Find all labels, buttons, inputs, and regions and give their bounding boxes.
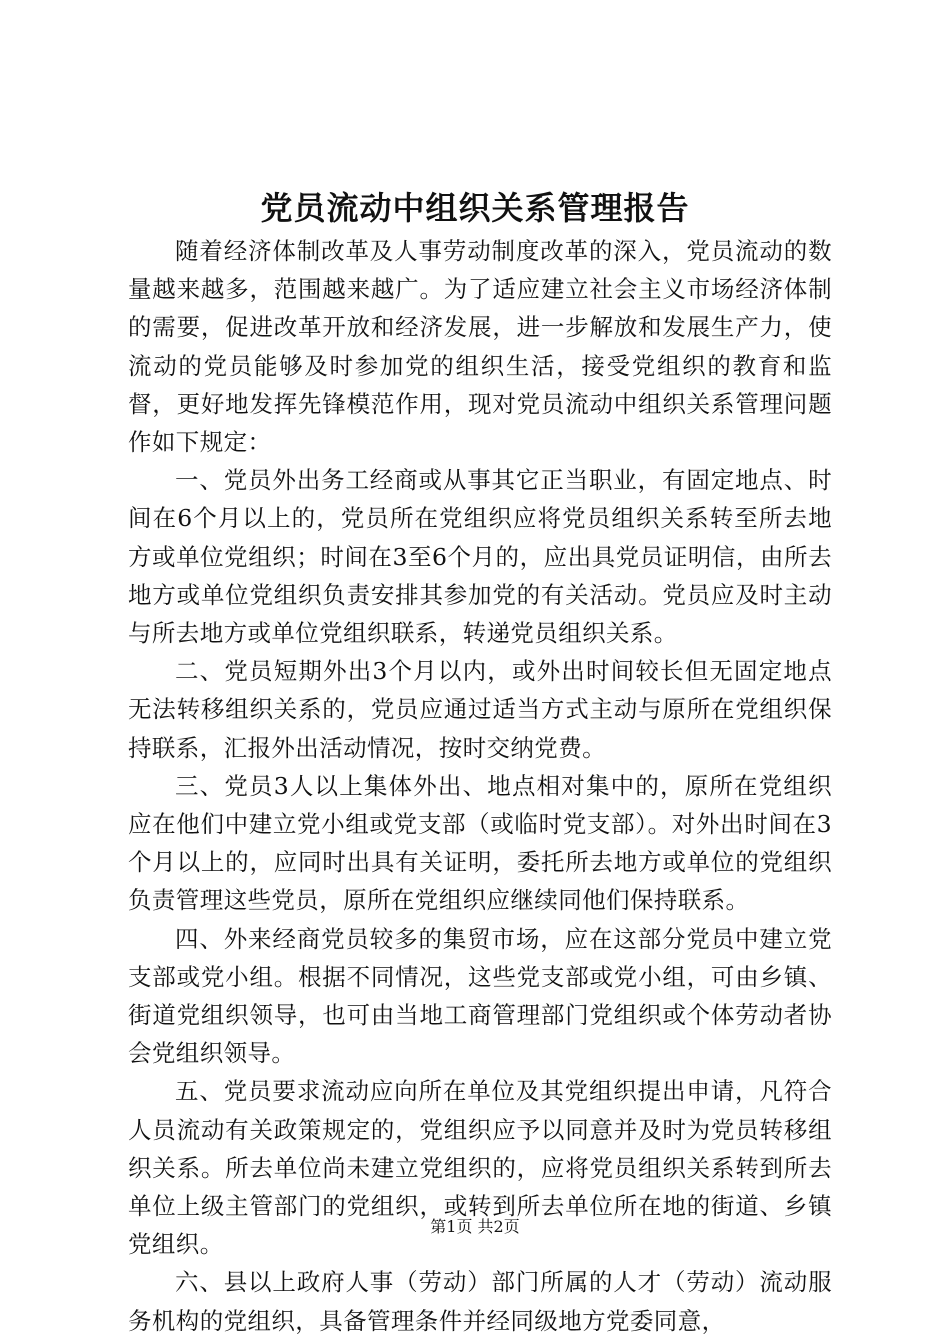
paragraph-5: 五、党员要求流动应向所在单位及其党组织提出申请，凡符合人员流动有关政策规定的，党组织应予以同意并及时为党员转移组织关系。所去单位尚未建立党组织的，应将党员组织关系转到所去单位上级主管部门的党组织，或转到所去单位所在地的街道、乡镇党组织。 — [128, 1077, 832, 1259]
page-number-footer: 第1页 共2页 — [430, 1217, 520, 1236]
document-body — [128, 232, 832, 1340]
paragraph-3: 三、党员3人以上集体外出、地点相对集中的，原所在党组织应在他们中建立党小组或党支部（或临时党支部）。对外出时间在3个月以上的，应同时出具有关证明，委托所去地方或单位的党组织负责管理这些党员，原所在党组织应继续同他们保持联系。 — [128, 771, 832, 915]
paragraph-6: 六、县以上政府人事（劳动）部门所属的人才（劳动）流动服务机构的党组织，具备管理条件并经同级地方党委同意， — [128, 1268, 832, 1335]
paragraph-1: 一、党员外出务工经商或从事其它正当职业，有固定地点、时间在6个月以上的，党员所在党组织应将党员组织关系转至所去地方或单位党组织；时间在3至6个月的，应出具党员证明信，由所去地方或单位党组织负责安排其参加党的有关活动。党员应及时主动与所去地方或单位党组织联系，转递党员组织关系。 — [128, 466, 832, 648]
paragraph-4: 四、外来经商党员较多的集贸市场，应在这部分党员中建立党支部或党小组。根据不同情况，这些党支部或党小组，可由乡镇、街道党组织领导，也可由当地工商管理部门党组织或个体劳动者协会党组织领导。 — [128, 924, 832, 1068]
paragraph-2: 二、党员短期外出3个月以内，或外出时间较长但无固定地点无法转移组织关系的，党员应通过适当方式主动与原所在党组织保持联系，汇报外出活动情况，按时交纳党费。 — [128, 657, 832, 762]
paragraph-intro: 随着经济体制改革及人事劳动制度改革的深入，党员流动的数量越来越多，范围越来越广。为了适应建立社会主义市场经济体制的需要，促进改革开放和经济发展，进一步解放和发展生产力，使流动的党员能够及时参加党的组织生活，接受党组织的教育和监督，更好地发挥先锋模范作用，现对党员流动中组织关系管理问题作如下规定： — [128, 237, 832, 457]
document-title: 党员流动中组织关系管理报告 — [260, 189, 690, 227]
